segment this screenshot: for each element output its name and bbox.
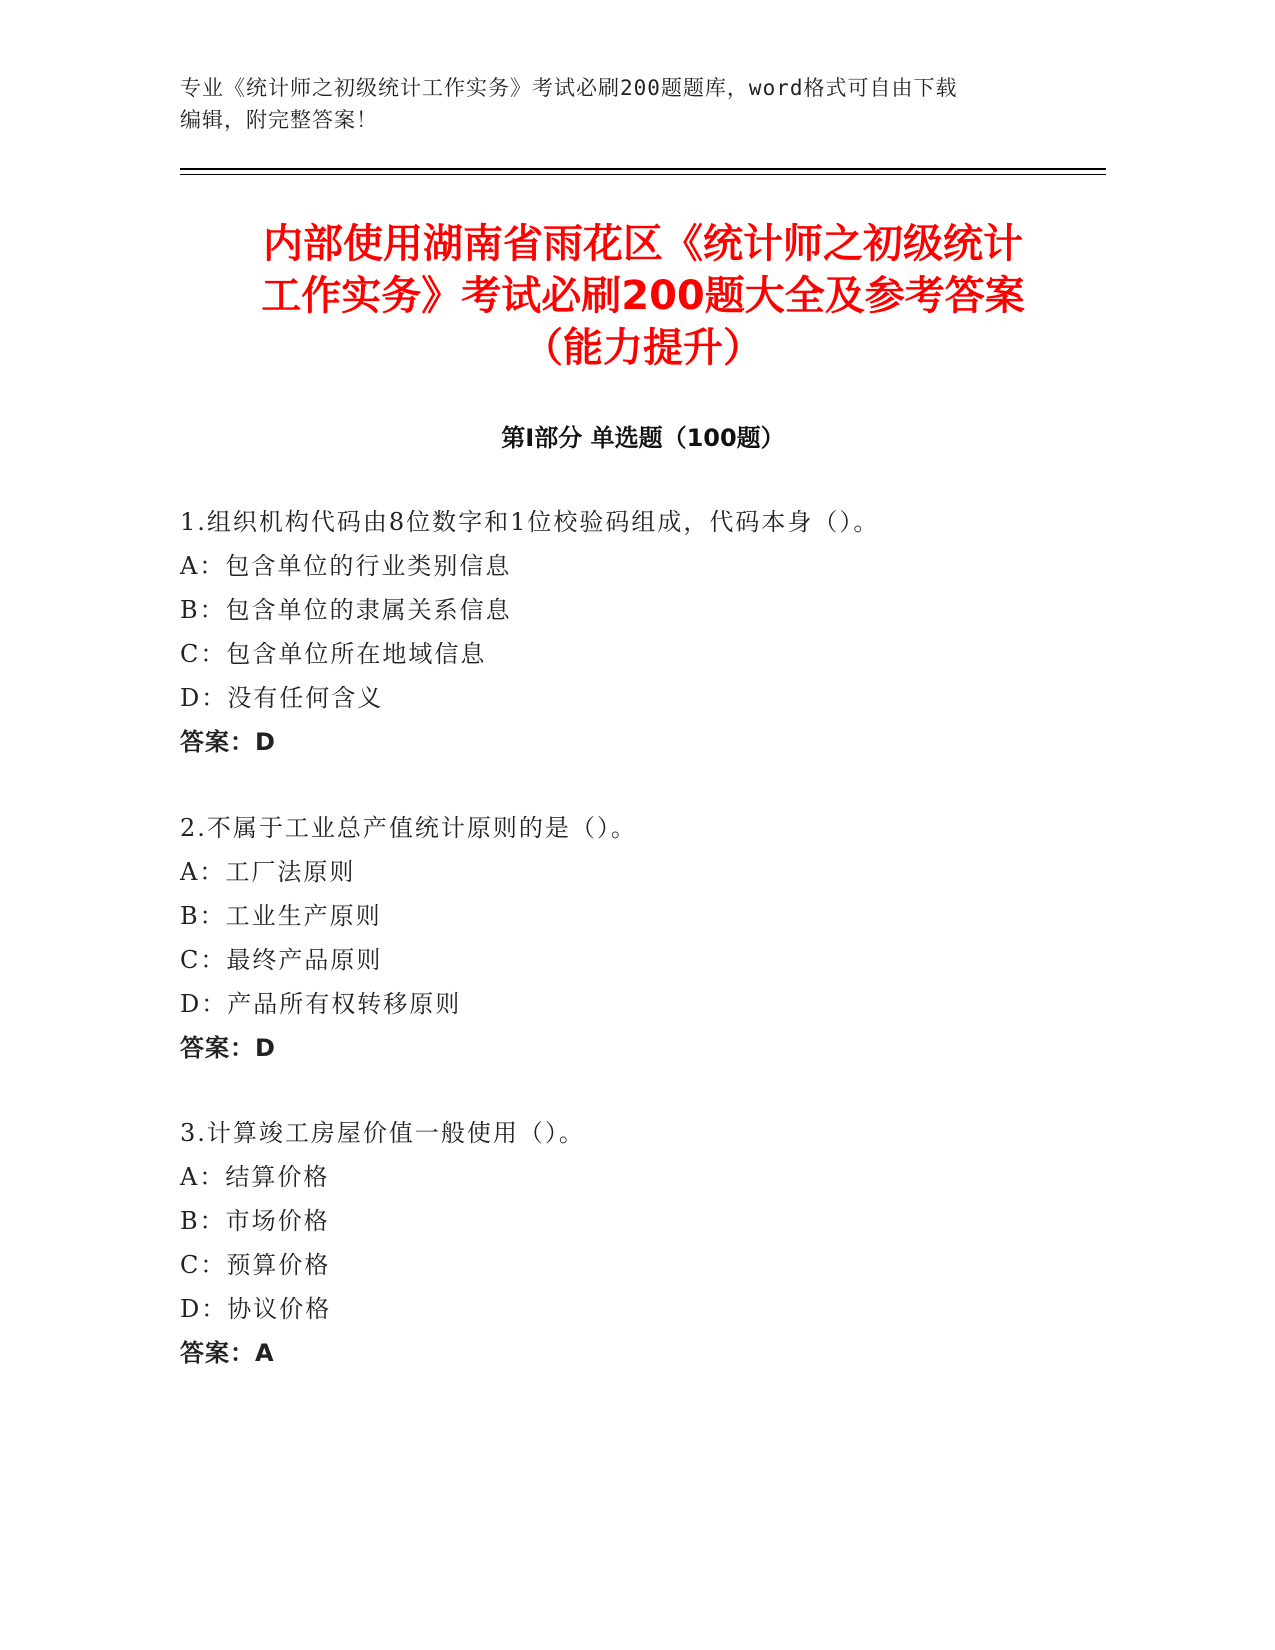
question-option-c: C：最终产品原则 <box>180 946 383 974</box>
question-option-c: C：包含单位所在地域信息 <box>180 640 487 668</box>
question-stem: 1.组织机构代码由8位数字和1位校验码组成，代码本身（）。 <box>180 508 880 536</box>
document-header-note <box>180 72 1050 136</box>
question-option-b: B：包含单位的隶属关系信息 <box>180 596 512 624</box>
header-divider-thin <box>180 174 1106 175</box>
question-option-d: D：产品所有权转移原则 <box>180 990 462 1018</box>
question-option-a: A：包含单位的行业类别信息 <box>180 552 512 580</box>
question-block <box>180 806 1080 1070</box>
header-note-line-2: 编辑，附完整答案！ <box>180 108 378 132</box>
question-answer: 答案：A <box>180 1339 275 1367</box>
question-option-a: A：结算价格 <box>180 1163 330 1191</box>
title-line-3: （能力提升） <box>523 325 763 371</box>
header-divider-thick <box>180 168 1106 170</box>
question-answer: 答案：D <box>180 728 276 756</box>
question-option-d: D：没有任何含义 <box>180 684 384 712</box>
question-answer: 答案：D <box>180 1034 276 1062</box>
question-option-b: B：市场价格 <box>180 1207 330 1235</box>
document-title <box>180 218 1106 374</box>
question-stem: 2.不属于工业总产值统计原则的是（）。 <box>180 814 637 842</box>
title-line-1: 内部使用湖南省雨花区《统计师之初级统计 <box>263 221 1023 267</box>
header-note-line-1: 专业《统计师之初级统计工作实务》考试必刷200题题库，word格式可自由下载 <box>180 76 958 100</box>
question-option-a: A：工厂法原则 <box>180 858 356 886</box>
question-block <box>180 500 1080 764</box>
section-heading: 第Ⅰ部分 单选题（100题） <box>501 424 785 452</box>
title-line-2: 工作实务》考试必刷200题大全及参考答案 <box>261 273 1025 319</box>
question-stem: 3.计算竣工房屋价值一般使用（）。 <box>180 1119 585 1147</box>
question-option-b: B：工业生产原则 <box>180 902 382 930</box>
question-option-d: D：协议价格 <box>180 1295 332 1323</box>
question-option-c: C：预算价格 <box>180 1251 331 1279</box>
question-block <box>180 1111 1080 1375</box>
